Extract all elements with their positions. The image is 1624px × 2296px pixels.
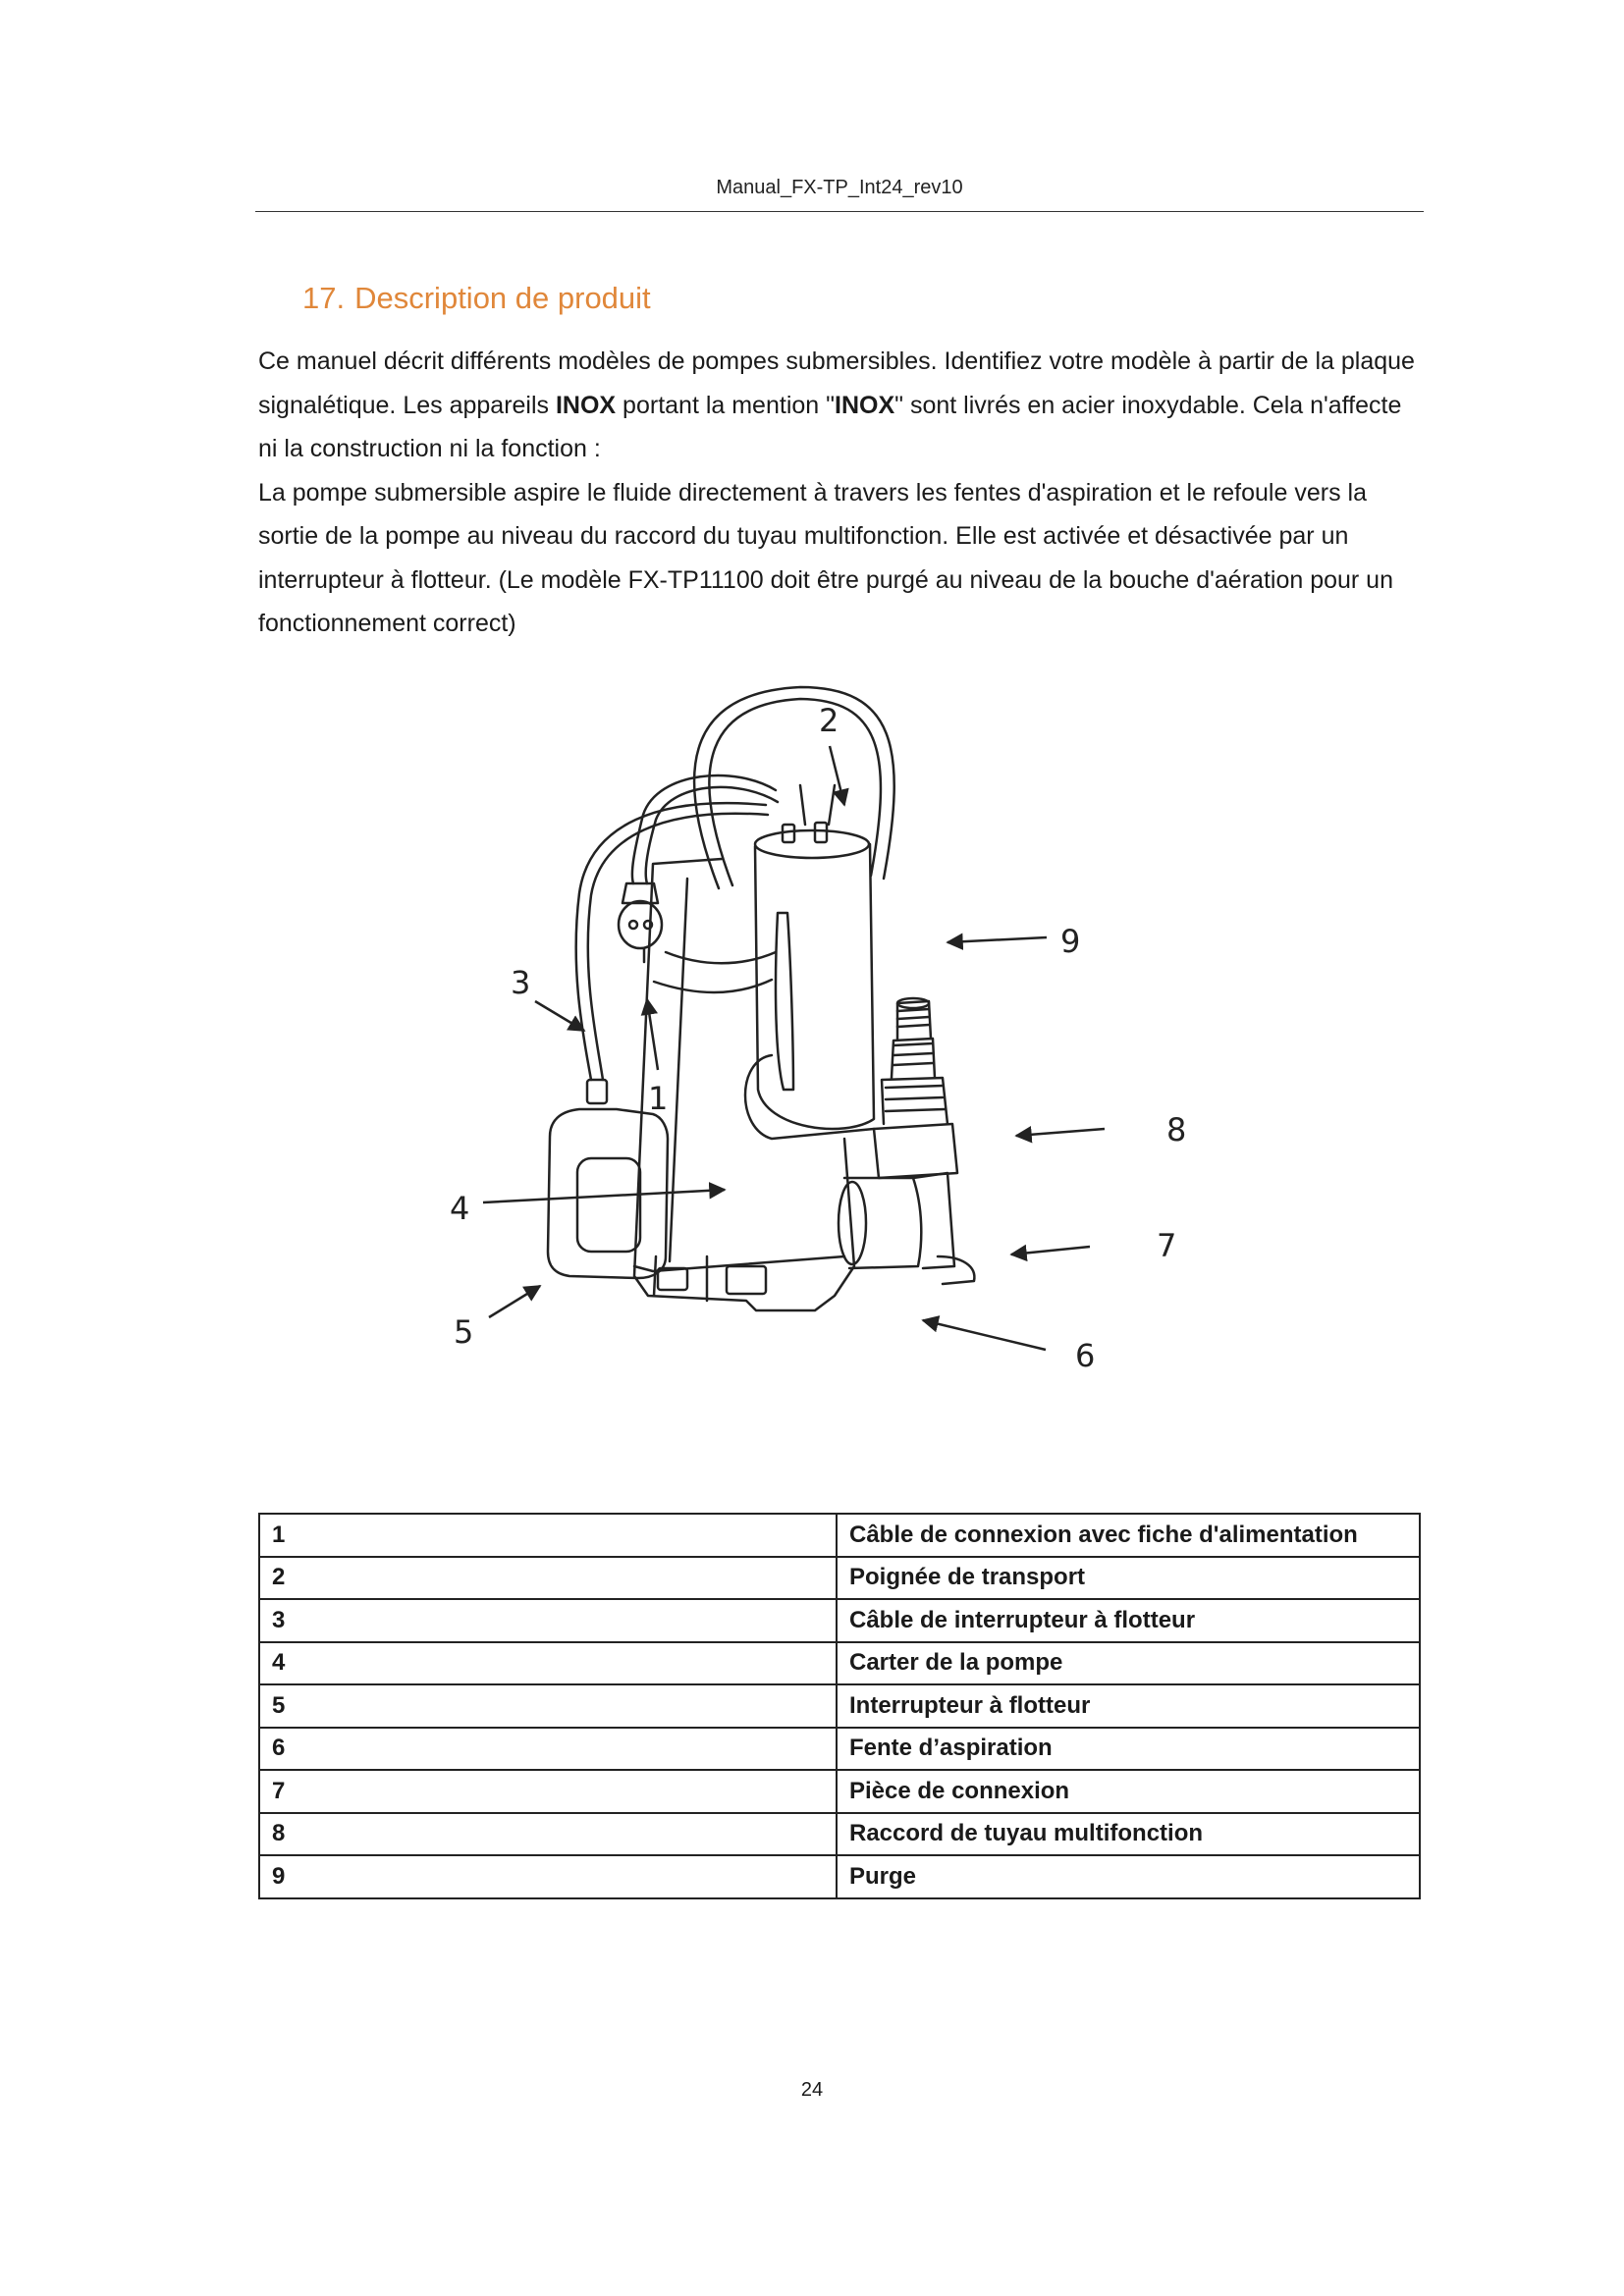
table-row — [259, 1813, 1420, 1856]
part-description: Fente d’aspiration — [837, 1728, 1420, 1771]
diagram-label-6: 6 — [1075, 1337, 1096, 1374]
part-number: 8 — [259, 1813, 837, 1856]
diagram-label-9: 9 — [1060, 923, 1081, 960]
table-row — [259, 1599, 1420, 1642]
section-title-text: Description de produit — [354, 281, 651, 315]
part-description: Pièce de connexion — [837, 1770, 1420, 1813]
part-number: 7 — [259, 1770, 837, 1813]
part-number: 3 — [259, 1599, 837, 1642]
part-description: Carter de la pompe — [837, 1642, 1420, 1685]
diagram-label-7: 7 — [1157, 1227, 1177, 1264]
diagram-label-5: 5 — [454, 1313, 474, 1351]
part-description: Purge — [837, 1855, 1420, 1898]
part-number: 6 — [259, 1728, 837, 1771]
table-row — [259, 1855, 1420, 1898]
diagram-label-3: 3 — [511, 964, 531, 1001]
part-number: 9 — [259, 1855, 837, 1898]
inox-bold-2: INOX — [835, 391, 895, 419]
running-header: Manual_FX-TP_Int24_rev10 — [716, 177, 963, 198]
paragraph-operation: La pompe submersible aspire le fluide directement à travers les fentes d'aspiration et le refoule vers la sortie de la pompe au niveau du raccord du tuyau multifonction. Elle est activée et désactivée par un interrupteur à flotteur. (Le modèle FX-TP11100 doit être purgé au niveau de la bouche d'aération pour un fonctionnement correct) — [258, 478, 1393, 637]
table-row — [259, 1770, 1420, 1813]
diagram-label-4: 4 — [450, 1190, 470, 1227]
part-description: Raccord de tuyau multifonction — [837, 1813, 1420, 1856]
part-description: Câble de interrupteur à flotteur — [837, 1599, 1420, 1642]
diagram-label-1: 1 — [648, 1080, 669, 1117]
table-row — [259, 1642, 1420, 1685]
header-divider — [255, 211, 1424, 212]
hose-adapter — [874, 998, 957, 1178]
float-switch — [548, 803, 768, 1278]
table-row — [259, 1514, 1420, 1557]
part-description: Interrupteur à flotteur — [837, 1684, 1420, 1728]
motor-cylinder — [745, 785, 874, 1139]
pump-diagram — [412, 667, 1237, 1472]
section-title — [302, 281, 651, 316]
parts-table — [258, 1513, 1421, 1899]
part-number: 2 — [259, 1557, 837, 1600]
part-number: 5 — [259, 1684, 837, 1728]
page-number: 24 — [800, 2079, 824, 2101]
part-number: 1 — [259, 1514, 837, 1557]
part-description: Poignée de transport — [837, 1557, 1420, 1600]
diagram-label-8: 8 — [1166, 1111, 1187, 1148]
paragraph-intro: Ce manuel décrit différents modèles de pompes submersibles. Identifiez votre modèle à partir de la plaque signalétique. Les appareils INOX portant la mention "INOX" sont livrés en acier inoxydable. Cela n'affecte ni la construction ni la fonction : — [258, 347, 1415, 462]
section-number: 17. — [302, 281, 346, 315]
inox-bold-1: INOX — [555, 391, 617, 419]
elbow-connector — [839, 1173, 974, 1284]
table-row — [259, 1557, 1420, 1600]
table-row — [259, 1728, 1420, 1771]
table-row — [259, 1684, 1420, 1728]
diagram-label-2: 2 — [819, 702, 839, 739]
part-description: Câble de connexion avec fiche d'alimentation — [837, 1514, 1420, 1557]
part-number: 4 — [259, 1642, 837, 1685]
description-text — [258, 340, 1427, 646]
